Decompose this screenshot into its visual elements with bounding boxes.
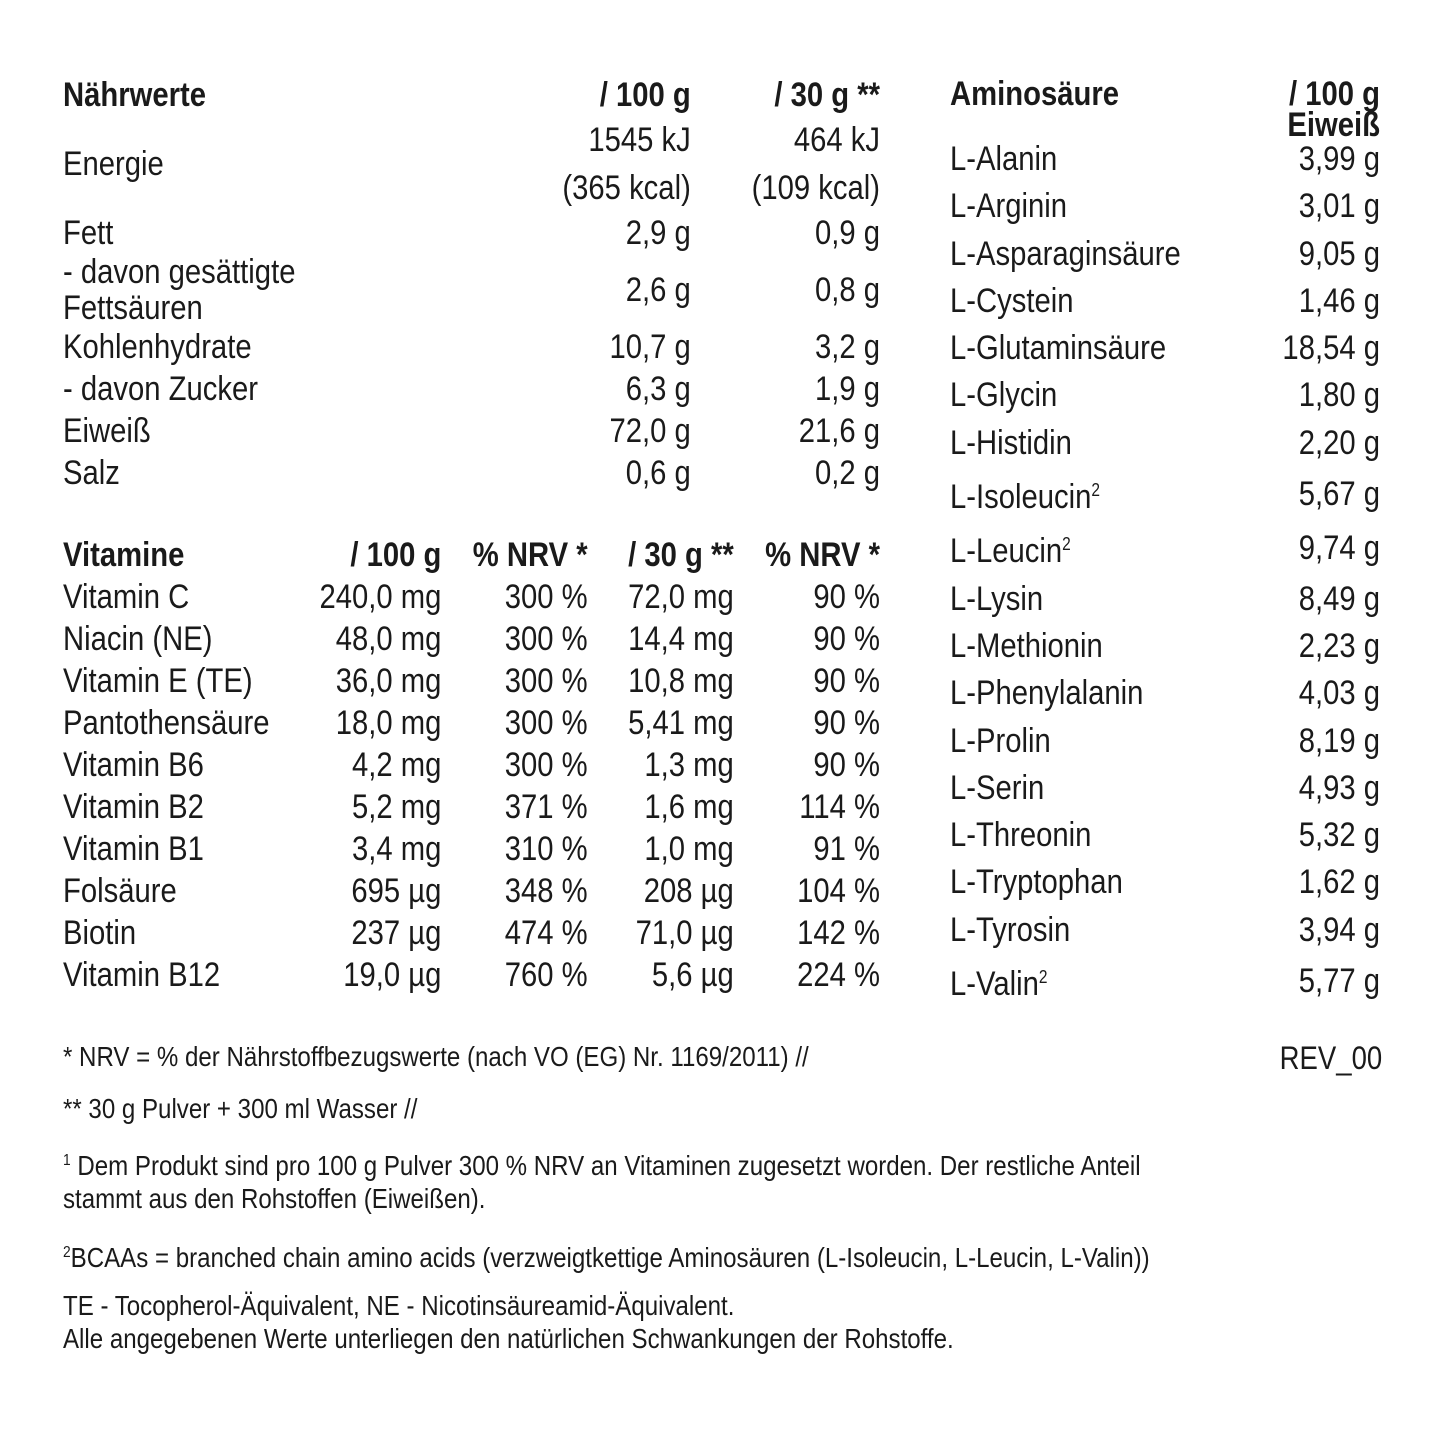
table-row <box>950 325 1380 372</box>
nutrition-value-100g: 0,6 g <box>625 454 691 492</box>
nutrition-value-100g: 6,3 g <box>625 370 691 408</box>
table-row <box>950 183 1380 230</box>
vitamin-nrv-100g: 300 % <box>504 704 588 742</box>
amino-acid-name <box>950 623 1208 670</box>
amino-acid-value: 2,20 g <box>1298 423 1380 462</box>
footnote-2 <box>63 1236 1150 1274</box>
table-row <box>950 576 1380 623</box>
vitamin-nrv-100g: 300 % <box>504 662 588 700</box>
nutrition-label-line1: - davon gesättigte <box>63 253 296 291</box>
amino-acids-table <box>950 74 1380 1008</box>
nutrition-label: Fett <box>63 214 114 252</box>
nutrition-value-30g: 21,6 g <box>798 412 880 450</box>
nutrition-value-100g: 72,0 g <box>609 412 691 450</box>
vitamin-value-30g: 5,41 mg <box>628 704 734 742</box>
table-row <box>950 372 1380 419</box>
amino-acid-value: 8,49 g <box>1298 579 1380 618</box>
vitamin-value-30g: 71,0 µg <box>635 914 734 952</box>
amino-acid-label: L-Cystein <box>950 281 1074 320</box>
amino-acid-name <box>950 467 1208 521</box>
amino-acid-label: L-Prolin <box>950 721 1051 760</box>
vitamin-name: Vitamin B1 <box>63 830 204 868</box>
vitamin-nrv-100g: 310 % <box>504 830 588 868</box>
table-row <box>950 765 1380 812</box>
vitamin-value-30g: 1,3 mg <box>644 746 734 784</box>
nutrition-label: - davon Zucker <box>63 370 259 408</box>
amino-acid-value: 3,01 g <box>1298 187 1380 226</box>
footnote-te-line: TE - Tocopherol-Äquivalent, NE - Nicotinsäureamid-Äquivalent. <box>63 1290 735 1321</box>
amino-acid-name <box>950 372 1208 419</box>
vitamin-name: Vitamin E (TE) <box>63 662 253 700</box>
amino-acid-value: 18,54 g <box>1282 329 1380 368</box>
amino-acid-value: 2,23 g <box>1298 626 1380 665</box>
amino-acid-name <box>950 576 1208 623</box>
nutrition-label: Kohlenhydrate <box>63 328 252 366</box>
nutrition-value-30g: 0,2 g <box>814 454 880 492</box>
table-row <box>63 368 880 410</box>
amino-acid-value: 5,32 g <box>1298 816 1380 855</box>
vitamin-name: Biotin <box>63 914 137 952</box>
amino-acid-label: L-Arginin <box>950 187 1068 226</box>
vitamins-header-nrv-30g: % NRV * <box>765 536 880 574</box>
vitamin-nrv-100g: 300 % <box>504 620 588 658</box>
amino-acid-label: L-Histidin <box>950 423 1072 462</box>
footnote-2-text: BCAAs = branched chain amino acids (verzweigtkettige Aminosäuren (L-Isoleucin, L-Leucin, L-Valin)) <box>70 1242 1150 1273</box>
nutrition-value-100g: 10,7 g <box>609 328 691 366</box>
table-row <box>63 326 880 368</box>
amino-acid-name <box>950 859 1208 906</box>
nutrition-value-30g: 1,9 g <box>814 370 880 408</box>
vitamin-name: Vitamin B2 <box>63 788 204 826</box>
amino-acid-value: 3,94 g <box>1298 910 1380 949</box>
footnote-1 <box>63 1144 1141 1215</box>
vitamin-value-100g: 36,0 mg <box>335 662 442 700</box>
amino-acid-value: 5,67 g <box>1298 474 1380 513</box>
amino-acid-name <box>950 670 1208 717</box>
nutrition-label: Eiweiß <box>63 412 151 450</box>
vitamin-value-30g: 72,0 mg <box>628 578 734 616</box>
amino-acid-label: L-Glutaminsäure <box>950 329 1167 368</box>
footnote-1-line2: stammt aus den Rohstoffen (Eiweißen). <box>63 1183 486 1214</box>
revision-label: REV_00 <box>1279 1040 1382 1076</box>
amino-acid-label: L-Valin <box>950 965 1039 1004</box>
vitamin-nrv-100g: 300 % <box>504 746 588 784</box>
table-row <box>63 912 880 954</box>
amino-acid-name <box>950 183 1208 230</box>
amino-acid-name <box>950 136 1208 183</box>
vitamin-value-30g: 1,0 mg <box>644 830 734 868</box>
table-row <box>63 116 880 212</box>
energy-kj-100g: 1545 kJ <box>588 121 691 159</box>
nutrition-label <box>63 254 510 326</box>
amino-acid-name <box>950 231 1208 278</box>
vitamin-value-30g: 14,4 mg <box>628 620 734 658</box>
vitamin-value-100g: 18,0 mg <box>335 704 442 742</box>
amino-acid-name <box>950 420 1208 467</box>
vitamins-header-100g: / 100 g <box>350 536 442 574</box>
energy-kcal-30g: (109 kcal) <box>751 169 880 207</box>
nutrition-header-30g: / 30 g ** <box>774 76 880 114</box>
amino-acid-name <box>950 765 1208 812</box>
vitamin-nrv-100g: 300 % <box>504 578 588 616</box>
table-row <box>950 467 1380 521</box>
vitamin-nrv-30g: 90 % <box>813 620 880 658</box>
amino-acid-name <box>950 521 1208 575</box>
table-row <box>63 576 880 618</box>
amino-acid-name <box>950 278 1208 325</box>
nutrition-header-100g: / 100 g <box>599 76 691 114</box>
vitamin-nrv-100g: 474 % <box>504 914 588 952</box>
amino-header-unit <box>1208 74 1380 144</box>
table-row <box>950 420 1380 467</box>
footnote-disclaimer: Alle angegebenen Werte unterliegen den natürlichen Schwankungen der Rohstoffe. <box>63 1323 954 1354</box>
table-row <box>950 718 1380 765</box>
amino-header-unit-line2: Eiweiß <box>1287 106 1380 144</box>
amino-acid-label: L-Serin <box>950 768 1045 807</box>
bcaa-marker: 2 <box>1038 967 1048 988</box>
vitamin-nrv-30g: 90 % <box>813 704 880 742</box>
table-row <box>63 702 880 744</box>
amino-acid-label: L-Alanin <box>950 140 1058 178</box>
vitamin-value-30g: 1,6 mg <box>644 788 734 826</box>
vitamin-value-100g: 237 µg <box>351 914 442 952</box>
amino-acid-value: 4,03 g <box>1298 674 1380 713</box>
vitamin-value-100g: 48,0 mg <box>335 620 442 658</box>
amino-acid-label: L-Threonin <box>950 816 1092 855</box>
table-row <box>950 859 1380 906</box>
amino-acid-value: 3,99 g <box>1298 140 1380 178</box>
footnote-serving: ** 30 g Pulver + 300 ml Wasser // <box>63 1093 418 1124</box>
amino-acid-label: L-Glycin <box>950 376 1058 415</box>
vitamin-name: Niacin (NE) <box>63 620 213 658</box>
table-row <box>63 786 880 828</box>
table-row <box>63 828 880 870</box>
footnote-nrv: * NRV = % der Nährstoffbezugswerte (nach VO (EG) Nr. 1169/2011) // <box>63 1041 809 1072</box>
table-row <box>63 254 880 326</box>
vitamin-nrv-30g: 142 % <box>797 914 880 952</box>
vitamin-nrv-30g: 90 % <box>813 662 880 700</box>
vitamin-name: Vitamin B6 <box>63 746 204 784</box>
amino-acid-label: L-Tyrosin <box>950 910 1071 949</box>
nutrition-table <box>63 74 880 494</box>
amino-header-label: Aminosäure <box>950 75 1119 113</box>
nutrition-value-30g: 0,9 g <box>814 214 880 252</box>
amino-acid-label: L-Phenylalanin <box>950 674 1144 713</box>
table-row <box>63 870 880 912</box>
nutrition-value-100g: 2,6 g <box>625 271 691 309</box>
amino-acid-value: 5,77 g <box>1298 961 1380 1000</box>
amino-acid-label: L-Lysin <box>950 579 1044 618</box>
nutrition-header-label: Nährwerte <box>63 76 207 114</box>
amino-acid-value: 9,05 g <box>1298 234 1380 273</box>
vitamin-value-100g: 695 µg <box>351 872 442 910</box>
vitamin-nrv-100g: 348 % <box>504 872 588 910</box>
table-row <box>63 618 880 660</box>
amino-header-unit-line1: / 100 g <box>1288 75 1380 113</box>
table-row <box>63 660 880 702</box>
footnote-abbreviations <box>63 1289 954 1355</box>
table-row <box>63 410 880 452</box>
amino-acid-label: L-Asparaginsäure <box>950 234 1181 273</box>
table-row <box>63 954 880 996</box>
table-row <box>950 623 1380 670</box>
table-row <box>950 954 1380 1008</box>
amino-acid-label: L-Leucin <box>950 532 1063 571</box>
vitamin-value-100g: 5,2 mg <box>352 788 442 826</box>
vitamins-header-label: Vitamine <box>63 536 185 574</box>
vitamin-value-100g: 240,0 mg <box>319 578 442 616</box>
amino-acid-name <box>950 954 1208 1008</box>
vitamin-nrv-100g: 371 % <box>504 788 588 826</box>
vitamin-nrv-30g: 91 % <box>813 830 880 868</box>
nutrition-value-30g: 3,2 g <box>814 328 880 366</box>
vitamins-table <box>63 534 880 996</box>
vitamin-name: Folsäure <box>63 872 177 910</box>
vitamin-value-30g: 208 µg <box>643 872 734 910</box>
vitamin-nrv-30g: 90 % <box>813 746 880 784</box>
vitamin-value-30g: 10,8 mg <box>628 662 734 700</box>
table-row <box>950 231 1380 278</box>
vitamin-nrv-30g: 224 % <box>797 956 880 994</box>
vitamin-nrv-30g: 114 % <box>799 788 880 826</box>
nutrition-value-30g <box>691 116 880 212</box>
nutrition-value-30g: 0,8 g <box>814 271 880 309</box>
amino-acid-value: 4,93 g <box>1298 768 1380 807</box>
nutrition-value-100g <box>510 116 691 212</box>
table-row <box>950 278 1380 325</box>
vitamins-header-30g: / 30 g ** <box>628 536 734 574</box>
bcaa-marker: 2 <box>1062 534 1071 555</box>
vitamin-name: Vitamin C <box>63 578 190 616</box>
vitamin-nrv-30g: 90 % <box>813 578 880 616</box>
amino-acid-value: 1,62 g <box>1298 863 1380 902</box>
vitamin-name: Pantothensäure <box>63 704 270 742</box>
amino-acid-label: L-Tryptophan <box>950 863 1123 902</box>
nutrition-label: Salz <box>63 454 120 492</box>
amino-acid-label: L-Methionin <box>950 626 1103 665</box>
footnote-1-marker: 1 <box>63 1152 71 1169</box>
vitamin-nrv-100g: 760 % <box>504 956 588 994</box>
amino-acid-value: 8,19 g <box>1298 721 1380 760</box>
table-row <box>63 744 880 786</box>
vitamin-nrv-30g: 104 % <box>797 872 880 910</box>
amino-acid-label: L-Isoleucin <box>950 478 1092 517</box>
amino-acid-value: 1,80 g <box>1298 376 1380 415</box>
vitamins-header-nrv-100g: % NRV * <box>472 536 588 574</box>
table-row <box>950 812 1380 859</box>
bcaa-marker: 2 <box>1091 480 1101 501</box>
vitamin-value-100g: 19,0 µg <box>343 956 442 994</box>
table-row <box>950 136 1380 183</box>
amino-acid-value: 9,74 g <box>1298 528 1380 567</box>
amino-acid-name <box>950 718 1208 765</box>
vitamin-name: Vitamin B12 <box>63 956 221 994</box>
vitamin-value-100g: 4,2 mg <box>352 746 442 784</box>
nutrition-label: Energie <box>63 145 164 183</box>
footnote-2-marker: 2 <box>63 1244 71 1261</box>
table-row <box>950 670 1380 717</box>
amino-acid-name <box>950 325 1208 372</box>
energy-kcal-100g: (365 kcal) <box>562 169 691 207</box>
table-row <box>950 521 1380 575</box>
nutrition-value-100g: 2,9 g <box>625 214 691 252</box>
nutrition-label-line2: Fettsäuren <box>63 289 203 327</box>
table-row <box>63 212 880 254</box>
table-row <box>63 452 880 494</box>
table-row <box>950 907 1380 954</box>
vitamin-value-100g: 3,4 mg <box>352 830 442 868</box>
footnote-1-line1: Dem Produkt sind pro 100 g Pulver 300 % NRV an Vitaminen zugesetzt worden. Der restliche Anteil <box>70 1150 1141 1181</box>
amino-acid-name <box>950 907 1208 954</box>
amino-acid-value: 1,46 g <box>1298 281 1380 320</box>
vitamin-value-30g: 5,6 µg <box>651 956 734 994</box>
amino-acid-name <box>950 812 1208 859</box>
energy-kj-30g: 464 kJ <box>793 121 880 159</box>
